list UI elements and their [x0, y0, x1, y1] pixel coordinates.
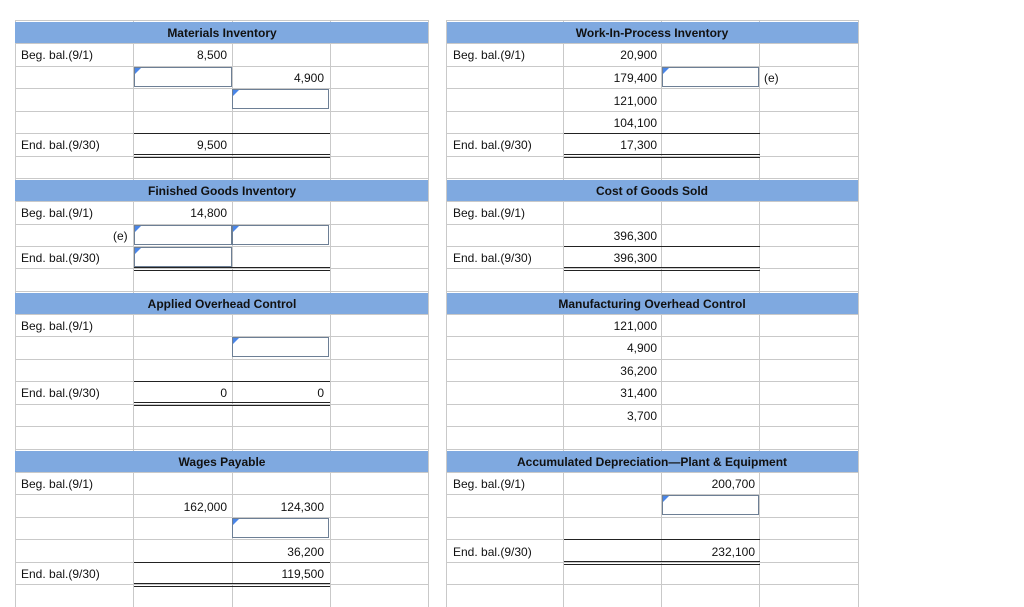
wip-debit-value-1: 20,900: [620, 48, 657, 62]
finished-debit-tag: (e): [113, 229, 128, 243]
wages-title: Wages Payable: [178, 455, 266, 469]
wip-debit-value-4: 104,100: [613, 116, 657, 130]
wages-credit-value-1: 124,300: [280, 500, 324, 514]
wages-beg-label: Beg. bal.(9/1): [21, 477, 94, 491]
finished-credit-input-1[interactable]: [232, 225, 329, 245]
wages-debit-value-1: 162,000: [183, 500, 227, 514]
cogs-beg-label: Beg. bal.(9/1): [453, 206, 526, 220]
accum-beg-value: 200,700: [711, 477, 755, 491]
materials-credit-value-1: 4,900: [293, 71, 324, 85]
cogs-double-line: [564, 267, 760, 271]
wages-total-line: [134, 562, 330, 563]
mfg-debit-value-5: 3,700: [626, 409, 657, 423]
applied-title: Applied Overhead Control: [147, 297, 297, 311]
accum-end-value: 232,100: [711, 545, 755, 559]
accum-title: Accumulated Depreciation—Plant & Equipment: [516, 455, 788, 469]
wages-double-line: [134, 583, 330, 587]
cogs-title: Cost of Goods Sold: [596, 184, 708, 198]
finished-beg-label: Beg. bal.(9/1): [21, 206, 94, 220]
cogs-end-label: End. bal.(9/30): [453, 251, 532, 265]
materials-beg-label: Beg. bal.(9/1): [21, 48, 94, 62]
wip-end-value: 17,300: [620, 138, 657, 152]
mfg-debit-value-1: 121,000: [613, 319, 657, 333]
applied-total-line: [134, 381, 330, 382]
materials-beg-value: 8,500: [196, 48, 227, 62]
finished-debit-input-1[interactable]: [134, 225, 232, 245]
wages-credit-value-3: 36,200: [287, 545, 324, 559]
finished-double-line: [134, 267, 330, 271]
wip-debit-value-2: 179,400: [613, 71, 657, 85]
materials-end-value: 9,500: [196, 138, 227, 152]
cogs-total-line: [564, 246, 760, 247]
materials-end-label: End. bal.(9/30): [21, 138, 100, 152]
applied-double-line: [134, 402, 330, 406]
materials-double-line: [134, 154, 330, 158]
finished-end-label: End. bal.(9/30): [21, 251, 100, 265]
wip-beg-label: Beg. bal.(9/1): [453, 48, 526, 62]
wip-total-line: [564, 133, 760, 134]
finished-beg-value: 14,800: [190, 206, 227, 220]
wip-debit-value-3: 121,000: [613, 94, 657, 108]
wip-title: Work-In-Process Inventory: [575, 26, 729, 40]
materials-total-line: [134, 133, 330, 134]
mfg-debit-value-4: 31,400: [620, 386, 657, 400]
accum-double-line: [564, 561, 760, 565]
cogs-end-value: 396,300: [613, 251, 657, 265]
applied-end-debit-value: 0: [220, 386, 227, 400]
finished-title: Finished Goods Inventory: [147, 184, 297, 198]
materials-debit-input-1[interactable]: [134, 67, 232, 87]
cogs-debit-value-1: 396,300: [613, 229, 657, 243]
wip-credit-tag: (e): [764, 71, 779, 85]
applied-beg-label: Beg. bal.(9/1): [21, 319, 94, 333]
materials-credit-input-2[interactable]: [232, 89, 329, 109]
wages-end-value: 119,500: [281, 567, 324, 581]
mfg-title: Manufacturing Overhead Control: [558, 297, 746, 311]
applied-credit-input-1[interactable]: [232, 337, 329, 357]
accum-end-label: End. bal.(9/30): [453, 545, 532, 559]
finished-end-input[interactable]: [134, 247, 232, 267]
mfg-debit-value-2: 4,900: [626, 341, 657, 355]
wip-double-line: [564, 154, 760, 158]
mfg-debit-value-3: 36,200: [620, 364, 657, 378]
wip-credit-input-1[interactable]: [662, 67, 759, 87]
accum-credit-input-1[interactable]: [662, 495, 759, 515]
applied-end-credit-value: 0: [317, 386, 324, 400]
accum-total-line: [564, 539, 760, 540]
wages-end-label: End. bal.(9/30): [21, 567, 100, 581]
applied-end-label: End. bal.(9/30): [21, 386, 100, 400]
wip-end-label: End. bal.(9/30): [453, 138, 532, 152]
accum-beg-label: Beg. bal.(9/1): [453, 477, 526, 491]
materials-title: Materials Inventory: [167, 26, 277, 40]
column-separator: [428, 20, 447, 607]
wages-credit-input-2[interactable]: [232, 518, 329, 538]
